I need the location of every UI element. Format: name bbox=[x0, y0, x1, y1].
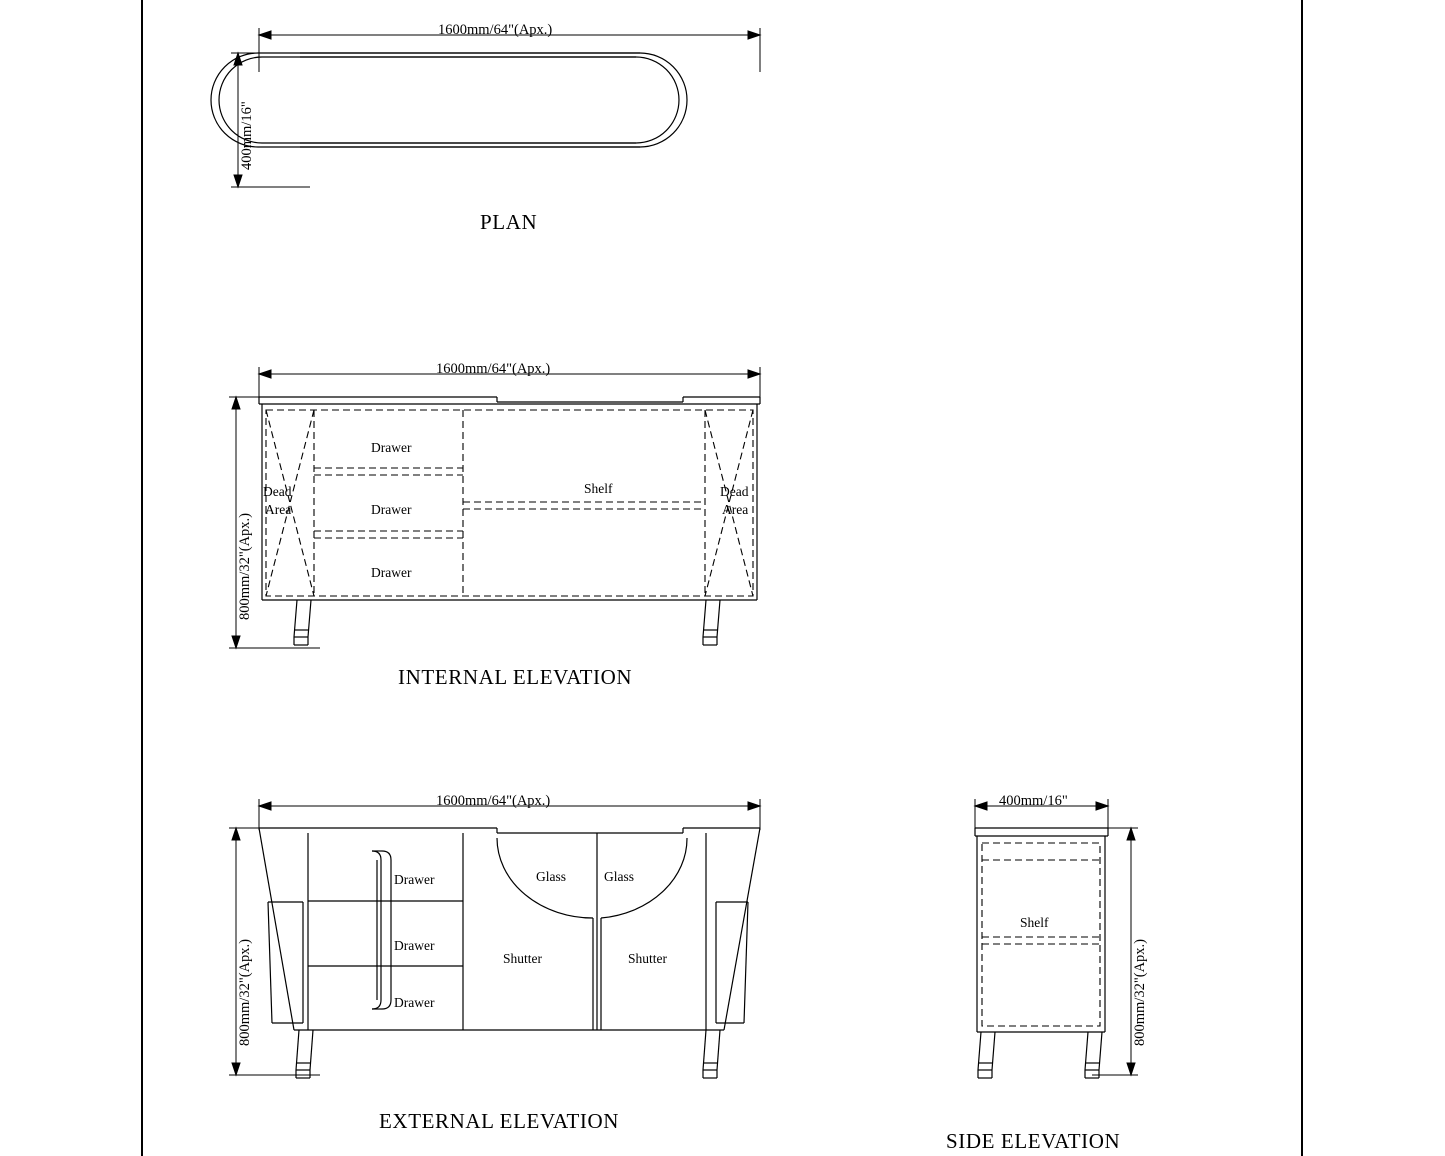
external-glass-left-label: Glass bbox=[536, 869, 566, 884]
internal-dead-area-right-line2: Area bbox=[722, 502, 749, 517]
plan-width-dim-label: 1600mm/64"(Apx.) bbox=[438, 22, 553, 38]
external-width-dim-label: 1600mm/64"(Apx.) bbox=[436, 793, 551, 809]
side-width-dim-label: 400mm/16" bbox=[999, 793, 1068, 809]
external-shutter-right-label: Shutter bbox=[628, 951, 667, 966]
external-drawer-2-label: Drawer bbox=[394, 938, 435, 953]
internal-height-dim-label: 800mm/32"(Apx.) bbox=[237, 512, 253, 620]
internal-drawer-3-label: Drawer bbox=[371, 565, 412, 580]
internal-dead-area-right-line1: Dead bbox=[720, 484, 749, 499]
external-elevation-title: EXTERNAL ELEVATION bbox=[379, 1109, 620, 1133]
sheet-border-right bbox=[1301, 0, 1303, 1156]
external-drawer-1-label: Drawer bbox=[394, 872, 435, 887]
plan-depth-dim-label: 400mm/16" bbox=[239, 101, 255, 170]
internal-shelf-label: Shelf bbox=[584, 481, 613, 496]
sheet-border-left bbox=[141, 0, 143, 1156]
side-shelf-label: Shelf bbox=[1020, 915, 1049, 930]
external-glass-right-label: Glass bbox=[604, 869, 634, 884]
internal-drawer-1-label: Drawer bbox=[371, 440, 412, 455]
external-height-dim-label: 800mm/32"(Apx.) bbox=[237, 938, 253, 1046]
internal-elevation-title: INTERNAL ELEVATION bbox=[398, 665, 633, 689]
external-shutter-left-label: Shutter bbox=[503, 951, 542, 966]
internal-width-dim-label: 1600mm/64"(Apx.) bbox=[436, 361, 551, 377]
side-height-dim-label: 800mm/32"(Apx.) bbox=[1132, 938, 1148, 1046]
internal-dead-area-left-line1: Dead bbox=[263, 484, 292, 499]
internal-drawer-2-label: Drawer bbox=[371, 502, 412, 517]
external-drawer-3-label: Drawer bbox=[394, 995, 435, 1010]
side-elevation-title: SIDE ELEVATION bbox=[946, 1129, 1121, 1153]
plan-title: PLAN bbox=[480, 210, 538, 234]
internal-dead-area-left-line2: Area bbox=[265, 502, 292, 517]
